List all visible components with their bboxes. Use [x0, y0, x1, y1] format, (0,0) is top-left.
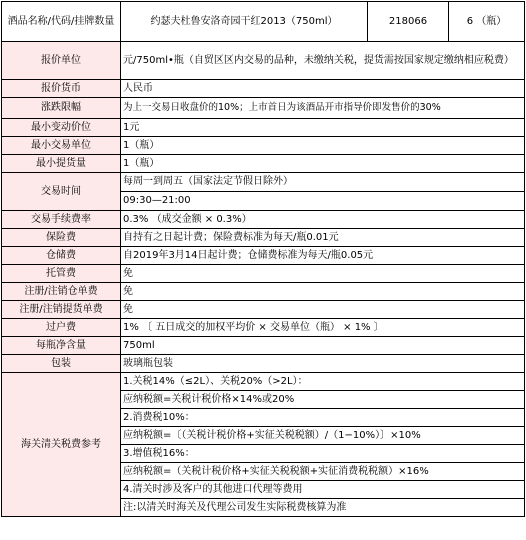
- row-label: 注册/注销提货单费: [2, 301, 121, 319]
- row-label: 报价单位: [2, 42, 121, 80]
- row-label: 托管费: [2, 265, 121, 283]
- row-label: 涨跌限幅: [2, 98, 121, 119]
- packaging-value: 玻璃瓶包装: [121, 355, 525, 373]
- tick-value: 1元: [121, 119, 525, 137]
- min-pickup-value: 1（瓶）: [121, 155, 525, 173]
- price-unit-value: 元/750ml•瓶（自贸区区内交易的品种，未缴纳关税，提货需按国家规定缴纳相应税费）: [121, 42, 525, 80]
- insurance-value: 自持有之日起计费；保险费标准为每天/瓶0.01元: [121, 229, 525, 247]
- customs-line: 3.增值税16%：: [121, 445, 525, 463]
- row-label: 交易时间: [2, 173, 121, 211]
- currency-value: 人民币: [121, 80, 525, 98]
- table-row: [2, 137, 525, 155]
- transfer-value: 1% 〔 五日成交的加权平均价 × 交易单位（瓶） × 1% 〕: [121, 319, 525, 337]
- customs-line: 应纳税额=关税计税价格×14%或20%: [121, 391, 525, 409]
- listed-quantity: 6 （瓶）: [449, 2, 525, 42]
- table-row: [2, 283, 525, 301]
- custody-value: 免: [121, 265, 525, 283]
- row-label: 最小提货量: [2, 155, 121, 173]
- product-name: 约瑟夫杜鲁安洛奇园干红2013（750ml）: [121, 2, 368, 42]
- table-row: [2, 373, 525, 391]
- table-row: [2, 337, 525, 355]
- trading-days-value: 每周一到周五（国家法定节假日除外）: [121, 173, 525, 192]
- table-row: [2, 229, 525, 247]
- row-label: 保险费: [2, 229, 121, 247]
- customs-line: 2.消费税10%：: [121, 409, 525, 427]
- table-row: [2, 211, 525, 229]
- table-row: [2, 155, 525, 173]
- row-label: 最小变动价位: [2, 119, 121, 137]
- table-row: [2, 319, 525, 337]
- volume-value: 750ml: [121, 337, 525, 355]
- product-spec-table: [1, 1, 525, 517]
- table-row: [2, 42, 525, 80]
- storage-value: 自2019年3月14日起计费；仓储费标准为每天/瓶0.05元: [121, 247, 525, 265]
- fee-rate-value: 0.3% （成交金额 × 0.3%）: [121, 211, 525, 229]
- table-row: [2, 173, 525, 192]
- header-row: [2, 2, 525, 42]
- row-label: 每瓶净含量: [2, 337, 121, 355]
- table-row: [2, 80, 525, 98]
- table-row: [2, 355, 525, 373]
- row-label: 报价货币: [2, 80, 121, 98]
- header-label: 酒品名称/代码/挂牌数量: [2, 2, 121, 42]
- row-label: 最小交易单位: [2, 137, 121, 155]
- table-row: [2, 301, 525, 319]
- customs-line: 4.清关时涉及客户的其他进口代理等费用: [121, 481, 525, 499]
- table-row: [2, 98, 525, 119]
- row-label: 过户费: [2, 319, 121, 337]
- min-trade-value: 1（瓶）: [121, 137, 525, 155]
- customs-line: 应纳税额=〔（关税计税价格+实征关税税额）/（1−10%）〕×10%: [121, 427, 525, 445]
- trading-hours-value: 09:30—21:00: [121, 192, 525, 211]
- row-label: 包装: [2, 355, 121, 373]
- customs-line: 1.关税14%（≤2L）、关税20%（>2L）：: [121, 373, 525, 391]
- register-cancel-pickup-value: 免: [121, 301, 525, 319]
- row-label: 海关清关税费参考: [2, 373, 121, 517]
- customs-note: 注:以清关时海关及代理公司发生实际税费核算为准: [121, 499, 525, 517]
- row-label: 仓储费: [2, 247, 121, 265]
- register-cancel-value: 免: [121, 283, 525, 301]
- table-row: [2, 119, 525, 137]
- product-code: 218066: [368, 2, 449, 42]
- price-limit-value: 为上一交易日收盘价的10%；上市首日为该酒品开市指导价即发售价的30%: [121, 98, 525, 119]
- customs-line: 应纳税额=（关税计税价格+实征关税税额+实征消费税税额）×16%: [121, 463, 525, 481]
- table-row: [2, 247, 525, 265]
- row-label: 注册/注销仓单费: [2, 283, 121, 301]
- row-label: 交易手续费率: [2, 211, 121, 229]
- table-row: [2, 265, 525, 283]
